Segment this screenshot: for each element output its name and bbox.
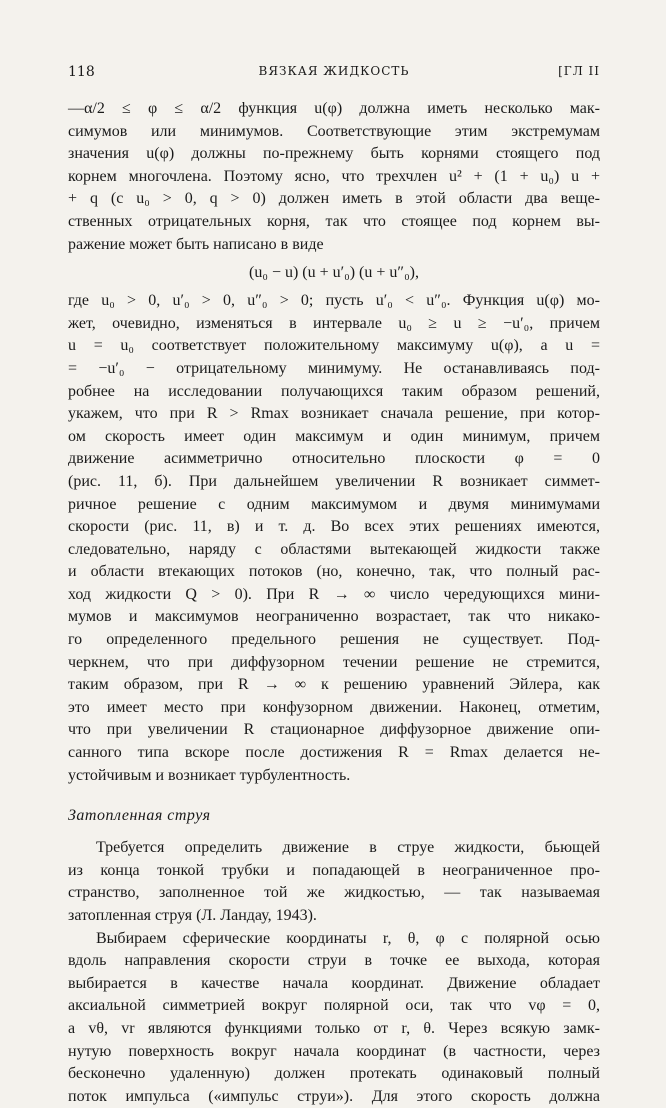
text-line: вдоль направления скорости струи в точке ее выхода, которая	[68, 952, 600, 970]
chapter-label: [ГЛ II	[558, 64, 600, 78]
text-line: устойчивым и возникает турбулентность.	[68, 766, 351, 784]
text-line: мумов и максимумов неограниченно возрастает, так что никако-	[68, 608, 600, 626]
text-line: —α/2 ≤ φ ≤ α/2 функция u(φ) должна иметь несколько мак-	[68, 100, 600, 117]
text-line: санного типа вскоре после достижения R = Rmax делается не-	[68, 744, 600, 762]
text-line: движение асимметрично относительно плоскости φ = 0	[68, 450, 600, 468]
paragraph-3	[68, 837, 600, 927]
text-line: черкнем, что при диффузорном течении решение не стремится,	[68, 653, 600, 671]
text-line: значения u(φ) должны по-прежнему быть корнями стоящего под	[68, 145, 600, 163]
text-line: бесконечно удаленную) должен протекать одинаковый полный	[68, 1065, 600, 1083]
text-line: нутую поверхность вокруг начала координат (в частности, через	[68, 1042, 600, 1060]
text-line: следовательно, наряду с областями вытекающей жидкости также	[68, 540, 600, 558]
text-line: укажем, что при R > Rmax возникает сначала решение, при котор-	[68, 405, 600, 423]
paragraph-1	[68, 98, 600, 256]
text-line: ричное решение с одним максимумом и двумя минимумами	[68, 495, 600, 513]
text-line: ом скорость имеет один максимум и один минимум, причем	[68, 427, 600, 445]
page-number: 118	[68, 64, 95, 80]
formula: (u₀ − u) (u + u′₀) (u + u″₀),	[249, 264, 419, 282]
text-line: u = u₀ соответствует положительному максимуму u(φ), а u =	[68, 337, 600, 355]
text-line: что при увеличении R стационарное диффузорное движение опи-	[68, 721, 600, 739]
text-line: странство, заполненное той же жидкостью, — так называемая	[68, 884, 600, 902]
text-line: корнем многочлена. Поэтому ясно, что трехчлен u² + (1 + u₀) u +	[68, 167, 600, 185]
text-line: таким образом, при R → ∞ к решению уравнений Эйлера, как	[68, 676, 600, 694]
paragraph-4	[68, 928, 600, 1108]
text-line: ражение может быть написано в виде	[68, 235, 324, 253]
text-line: аксиальной симметрией вокруг полярной оси, так что vφ = 0,	[68, 997, 600, 1015]
page-header	[68, 64, 600, 84]
text-line: жет, очевидно, изменяться в интервале u₀ ≥ u ≥ −u′₀, причем	[68, 314, 600, 332]
text-line: затопленная струя (Л. Ландау, 1943).	[68, 907, 317, 924]
text-line: скорости (рис. 11, в) и т. д. Во всех этих решениях имеются,	[68, 518, 600, 536]
text-line: (рис. 11, б). При дальнейшем увеличении R возникает симмет-	[68, 472, 600, 490]
text-line: го определенного предельного решения не существует. Под-	[68, 631, 600, 649]
running-title: ВЯЗКАЯ ЖИДКОСТЬ	[258, 64, 410, 78]
text-line: Выбираем сферические координаты r, θ, φ с полярной осью	[96, 929, 600, 947]
text-line: где u₀ > 0, u′₀ > 0, u″₀ > 0; пусть u′₀ < u″₀. Функция u(φ) мо-	[68, 292, 600, 310]
text-line: из конца тонкой трубки и попадающей в неограниченное про-	[68, 861, 600, 879]
text-line: а vθ, vr являются функциями только от r, θ. Через всякую замк-	[68, 1019, 600, 1037]
text-line: поток импульса («импульс струи»). Для этого скорость должна	[68, 1087, 600, 1105]
text-line: Требуется определить движение в струе жидкости, бьющей	[96, 839, 600, 857]
text-line: + q (с u₀ > 0, q > 0) должен иметь в этой области два веще-	[68, 190, 600, 208]
text-line: симумов или минимумов. Соответствующие этим экстремумам	[68, 122, 600, 140]
text-line: робнее на исследовании получающихся таким образом решений,	[68, 382, 600, 400]
text-line: ход жидкости Q > 0). При R → ∞ число чередующихся мини-	[68, 585, 600, 603]
text-line: = −u′₀ − отрицательному минимуму. Не останавливаясь под-	[68, 359, 600, 377]
text-line: это имеет место при конфузорном движении. Наконец, отметим,	[68, 698, 600, 716]
section-heading: Затопленная струя	[68, 807, 211, 825]
page-body	[68, 98, 600, 1108]
text-line: выбирается в качестве начала координат. Движение обладает	[68, 974, 600, 992]
text-line: и области втекающих потоков (но, конечно, так, что полный рас-	[68, 563, 600, 581]
paragraph-2	[68, 290, 600, 787]
text-line: ственных отрицательных корня, так что стоящее под корнем вы-	[68, 212, 600, 230]
